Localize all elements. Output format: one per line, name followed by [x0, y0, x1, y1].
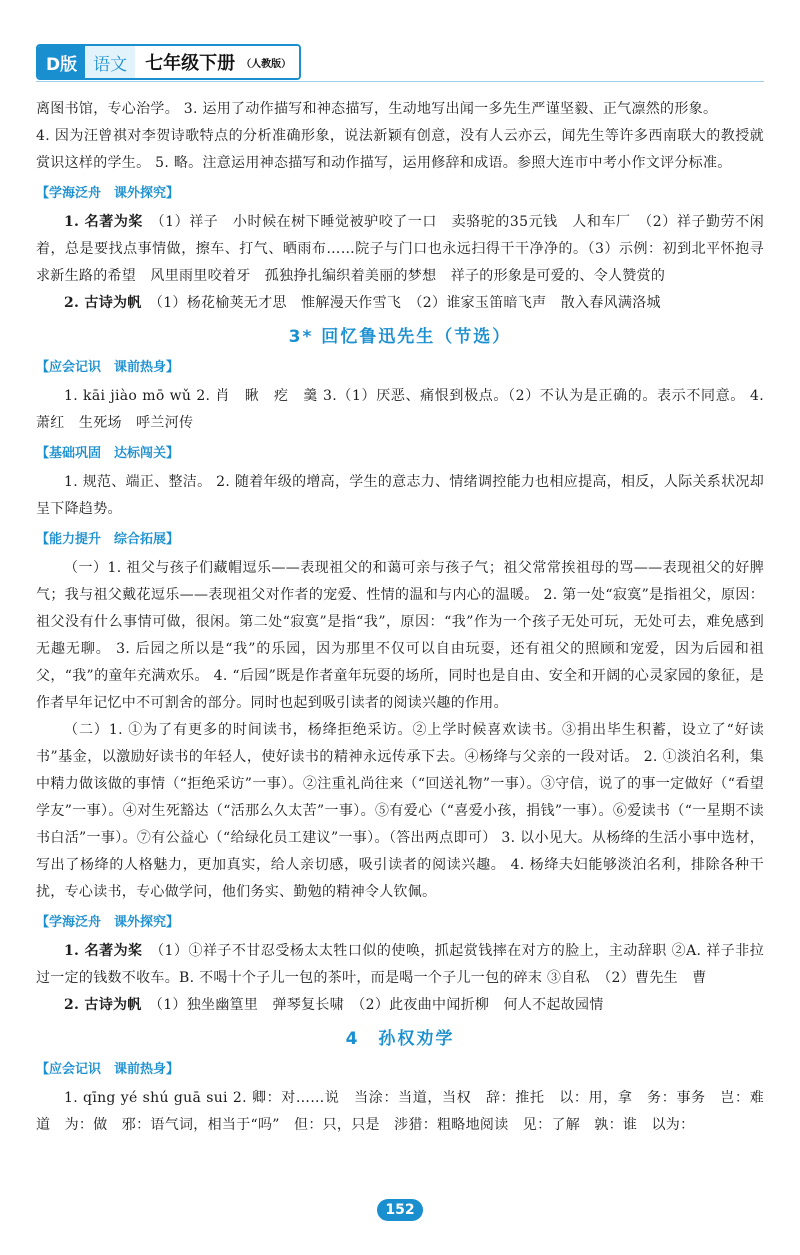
answer-paragraph: [36, 992, 764, 1019]
subject-label: 语文: [85, 46, 135, 78]
answer-paragraph: [36, 290, 764, 317]
answer-paragraph: 1. kāi jiào mō wǔ 2. 肖 瞅 疙 羹 3.（1）厌恶、痛恨到极点。（2）不认为是正确的。表示不同意。 4. 萧红 生死场 呼兰河传: [36, 388, 764, 431]
answer-paragraph: [36, 209, 764, 290]
page-number: 152: [377, 1199, 423, 1221]
lesson-title: 4 孙权劝学: [345, 1029, 455, 1049]
grade-label: 七年级下册: [135, 46, 239, 78]
item-text: （1）独坐幽篁里 弹琴复长啸 （2）此夜曲中闻折柳 何人不起故园情: [155, 997, 604, 1013]
answer-paragraph: （一）1. 祖父与孩子们藏帽逗乐——表现祖父的和蔼可亲与孩子气；祖父常常挨祖母的骂——表现祖父的好脾气；我与祖父戴花逗乐——表现祖父对作者的宠爱、性情的温和与内心的温暖。 2. 第一处“寂寞”是指祖父，原因：祖父没有什么事情可做，很闲。第二处“寂寞”是指“我”，原因：“我”作为一个孩子无处可玩，无处可去，难免感到无趣无聊。 3. 后园之所以是“我”的乐园，因为那里不仅可以自由玩耍，还有祖父的照顾和宠爱，因为后园和祖父，“我”的童年充满欢乐。 4. “后园”既是作者童年玩耍的场所，同时也是自由、安全和开阔的心灵家园的象征，是作者早年记忆中不可割舍的部分。同时也起到吸引读者的阅读兴趣的作用。: [36, 560, 764, 711]
page-header: [36, 44, 301, 80]
section-heading: 【学海泛舟 课外探究】: [36, 915, 180, 930]
item-text: （1）①祥子不甘忍受杨太太牲口似的使唤，抓起赏钱摔在对方的脸上，主动辞职 ②A. 祥子非拉过一定的钱数不收车。B. 不喝十个子儿一包的茶叶，而是喝一个子儿一包的碎末 ③自私 （2）曹先生 曹: [36, 943, 764, 986]
lesson-title: 3* 回忆鲁迅先生（节选）: [288, 327, 512, 347]
item-label: 1. 名著为桨: [64, 214, 143, 230]
section-heading: 【能力提升 综合拓展】: [36, 532, 180, 547]
header-divider: [36, 81, 764, 82]
answer-paragraph: 4. 因为汪曾祺对李贺诗歌特点的分析准确形象，说法新颖有创意，没有人云亦云，闻先生等许多西南联大的教授就赏识这样的学生。 5. 略。注意运用神态描写和动作描写，运用修辞和成语。参照大连市中考小作文评分标准。: [36, 128, 764, 171]
answer-paragraph: （二）1. ①为了有更多的时间读书，杨绛拒绝采访。②上学时候喜欢读书。③捐出毕生积蓄，设立了“好读书”基金，以激励好读书的年轻人，使好读书的精神永远传承下去。④杨绛与父亲的一段对话。 2. ①淡泊名利，集中精力做该做的事情（“拒绝采访”一事）。②注重礼尚往来（“回送礼物”一事）。③守信，说了的事一定做好（“看望学友”一事）。④对生死豁达（“活那么久太苦”一事）。⑤有爱心（“喜爱小孩，捐钱”一事）。⑥爱读书（“一星期不读书白活”一事）。⑦有公益心（“给绿化员工建议”一事）。（答出两点即可） 3. 以小见大。从杨绛的生活小事中选材，写出了杨绛的人格魅力，更加真实，给人亲切感，吸引读者的阅读兴趣。 4. 杨绛夫妇能够淡泊名利，排除各种干扰，专心读书，专心做学问，他们务实、勤勉的精神令人钦佩。: [36, 722, 764, 900]
answer-paragraph: 1. qīng yé shú guā sui 2. 卿：对……说 当涂：当道，当权 辞：推托 以：用，拿 务：事务 岂：难道 为：做 邪：语气词，相当于“吗” 但：只，只是 涉猎：粗略地阅读 见：了解 孰：谁 以为：: [36, 1090, 764, 1133]
answer-paragraph: 离图书馆，专心治学。 3. 运用了动作描写和神态描写，生动地写出闻一多先生严谨坚毅、正气凛然的形象。: [36, 101, 718, 117]
section-heading: 【学海泛舟 课外探究】: [36, 186, 180, 201]
edition-badge: D版: [38, 46, 85, 78]
publisher-edition: （人教版）: [239, 46, 299, 78]
section-heading: 【应会记识 课前热身】: [36, 1062, 180, 1077]
section-heading: 【应会记识 课前热身】: [36, 360, 180, 375]
item-label: 2. 古诗为帆: [64, 295, 142, 311]
item-text: （1）杨花榆荚无才思 惟解漫天作雪飞 （2）谁家玉笛暗飞声 散入春风满洛城: [155, 295, 661, 311]
answer-paragraph: [36, 938, 764, 992]
answer-paragraph: 1. 规范、端正、整洁。 2. 随着年级的增高，学生的意志力、情绪调控能力也相应提高，相反，人际关系状况却呈下降趋势。: [36, 474, 764, 517]
section-heading: 【基础巩固 达标闯关】: [36, 446, 180, 461]
item-label: 1. 名著为桨: [64, 943, 143, 959]
item-label: 2. 古诗为帆: [64, 997, 142, 1013]
answer-content: [36, 96, 764, 1139]
item-text: （1）祥子 小时候在树下睡觉被驴咬了一口 卖骆驼的35元钱 人和车厂 （2）祥子勤劳不闲着，总是要找点事情做，擦车、打气、晒雨布……院子与门口也永远扫得干干净净的。（3）示例：初到北平怀抱寻求新生路的希望 风里雨里咬着牙 孤独挣扎编织着美丽的梦想 祥子的形象是可爱的、令人赞赏的: [36, 214, 764, 284]
